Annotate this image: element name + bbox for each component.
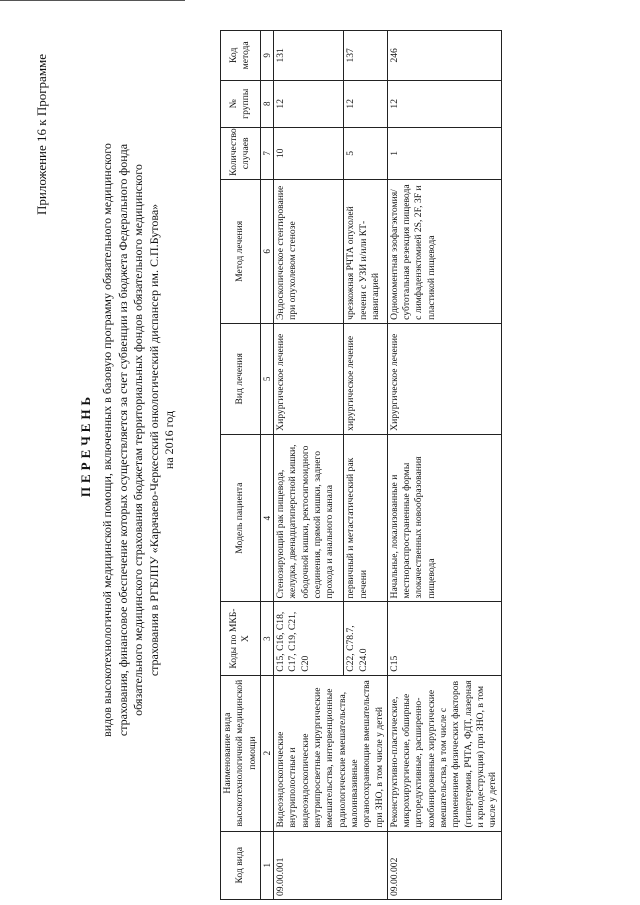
header-cell: Код метода bbox=[221, 31, 261, 81]
cell-mkb: С15 bbox=[387, 602, 501, 675]
cell-mkb: С15, С16, С18, С17, С19, С21, С20 bbox=[274, 602, 344, 675]
cell-group: 12 bbox=[344, 80, 387, 127]
header-cell: Наименование вида высокотехнологичной медицинской помощи bbox=[221, 675, 261, 831]
cell-code: 09.00.002 bbox=[387, 831, 501, 899]
column-number: 2 bbox=[260, 675, 273, 831]
cell-method-code: 137 bbox=[344, 31, 387, 81]
column-number: 9 bbox=[260, 31, 273, 81]
table-row bbox=[274, 31, 344, 900]
header-cell: Вид лечения bbox=[221, 323, 261, 434]
header-cell: № группы bbox=[221, 80, 261, 127]
subtitle-line: страхования в РГБЛПУ «Карачаево-Черкесский онкологический диспансер им. С.П.Бутова» bbox=[146, 203, 161, 677]
cell-count: 5 bbox=[344, 127, 387, 179]
vmp-table bbox=[220, 30, 502, 900]
subtitle-line: страхования, финансовое обеспечение которых осуществляется за счет субвенции из бюджета Федерального фонда bbox=[115, 143, 130, 737]
cell-group: 12 bbox=[274, 80, 344, 127]
cell-model: Стенозирующий рак пищевода, желудка, двенадцатиперстной кишки, ободочной кишки, ректосигмоидного соединения, прямой кишки, заднего прохода и анального канала bbox=[274, 434, 344, 602]
cell-method: Одномоментная эзофагэктомия/ субтотальная резекция пищевода с лимфаденэктомией 2S, 2F, 3F и пластикой пищевода bbox=[387, 179, 501, 323]
cell-kind: Хирургическое лечение bbox=[387, 323, 501, 434]
column-number: 8 bbox=[260, 80, 273, 127]
cell-count: 1 bbox=[387, 127, 501, 179]
subtitle-line: на 2016 год bbox=[162, 410, 176, 470]
subtitle-line: видов высокотехнологичной медицинской помощи, включенных в базовую программу обязательного медицинского bbox=[100, 143, 114, 737]
cell-method: чрезкожная РЧТА опухолей печени с УЗИ и/или КТ-навигацией bbox=[344, 179, 387, 323]
cell-count: 10 bbox=[274, 127, 344, 179]
document-subtitle bbox=[100, 85, 178, 795]
header-cell: Коды по МКБ-Х bbox=[221, 602, 261, 675]
appendix-note: Приложение 16 к Программе bbox=[34, 53, 49, 215]
cell-method-code: 131 bbox=[274, 31, 344, 81]
header-cell: Модель пациента bbox=[221, 434, 261, 602]
column-number: 6 bbox=[260, 179, 273, 323]
cell-mkb: С22, С78.7, С24.0 bbox=[344, 602, 387, 675]
column-number-row bbox=[260, 31, 273, 900]
cell-kind: хирургическое лечение bbox=[344, 323, 387, 434]
column-number: 4 bbox=[260, 434, 273, 602]
cell-kind: Хирургическое лечение bbox=[274, 323, 344, 434]
column-number: 1 bbox=[260, 831, 273, 899]
table-row bbox=[387, 31, 501, 900]
header-cell: Код вида bbox=[221, 831, 261, 899]
cell-method: Эндоскопическое стентирование при опухолевом стенозе bbox=[274, 179, 344, 323]
column-number: 7 bbox=[260, 127, 273, 179]
cell-model: Начальные, локализованные и местнораспространенные формы злокачественных новообразования пищевода bbox=[387, 434, 501, 602]
cell-name: Видеоэндоскопические внутриполостные и видеоэндоскопические внутрипросветные хирургические вмешательства, интервенционные радиологические вмешательства, малоинвазивные органосохраняющие вмешательства при ЗНО, в том числе у детей bbox=[274, 675, 388, 831]
table-header-row bbox=[221, 31, 261, 900]
header-cell: Количество случаев bbox=[221, 127, 261, 179]
cell-model: первичный и метастатический рак печени bbox=[344, 434, 387, 602]
subtitle-line: обязательного медицинского страхования бюджетам территориальных фондов обязательного медицинского bbox=[131, 164, 145, 716]
header-cell: Метод лечения bbox=[221, 179, 261, 323]
document-title: ПЕРЕЧЕНЬ bbox=[78, 392, 93, 498]
cell-code: 09.00.001 bbox=[274, 831, 388, 899]
column-number: 3 bbox=[260, 602, 273, 675]
cell-group: 12 bbox=[387, 80, 501, 127]
column-number: 5 bbox=[260, 323, 273, 434]
cell-method-code: 246 bbox=[387, 31, 501, 81]
cell-name: Реконструктивно-пластические, микрохирургические, обширные циторедуктивные, расширенно-комбинированные хирургические вмешательства, в том числе с применением физических факторов (гипертермия, РЧТА, ФДТ, лазерная и криодеструкция) при ЗНО, в том числе у детей bbox=[387, 675, 501, 831]
